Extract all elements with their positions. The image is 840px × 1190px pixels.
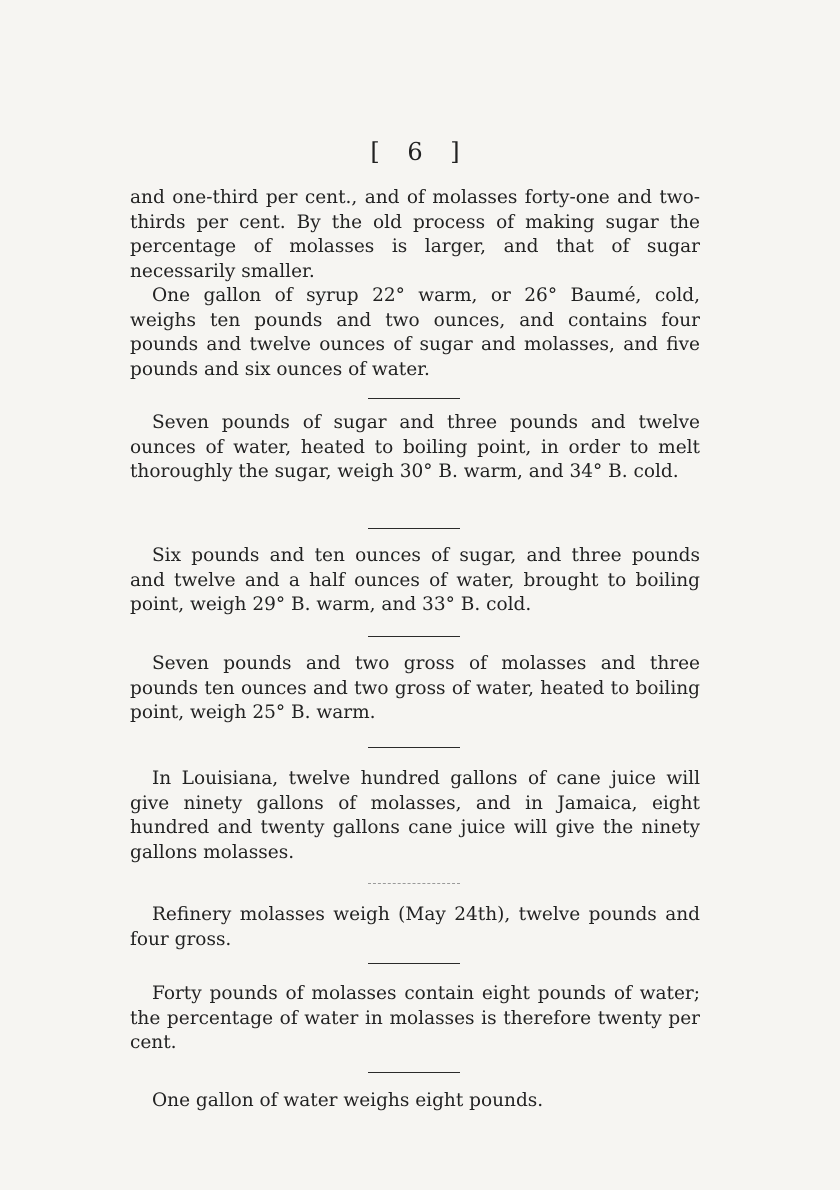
paragraph-six-pounds [130, 544, 700, 618]
page-number: [ 6 ] [370, 138, 470, 166]
paragraph-text: Forty pounds of molasses contain eight pounds of water; the percentage of water in molasses is therefore twenty per cent. [130, 983, 700, 1053]
paragraph-continuation [130, 186, 700, 284]
section-divider [368, 636, 460, 637]
paragraph-water-percentage [130, 982, 700, 1056]
paragraph-text: Seven pounds and two gross of molasses and three pounds ten ounces and two gross of water, heated to boiling point, weigh 25° B. warm. [130, 653, 700, 723]
section-divider [368, 398, 460, 399]
paragraph-text: In Louisiana, twelve hundred gallons of cane juice will give ninety gallons of molasses, and in Jamaica, eight hundred and twenty gallons cane juice will give the ninety gallons molasses. [130, 768, 700, 863]
paragraph-refinery-molasses [130, 903, 700, 952]
paragraph-text: One gallon of syrup 22° warm, or 26° Baumé, cold, weighs ten pounds and two ounces, and contains four pounds and twelve ounces of sugar and molasses, and five pounds and six ounces of water. [130, 285, 700, 380]
paragraph-text: Six pounds and ten ounces of sugar, and three pounds and twelve and a half ounces of water, brought to boiling point, weigh 29° B. warm, and 33° B. cold. [130, 545, 700, 615]
section-divider [368, 1072, 460, 1073]
paragraph-text: Seven pounds of sugar and three pounds and twelve ounces of water, heated to boiling point, in order to melt thoroughly the sugar, weigh 30° B. warm, and 34° B. cold. [130, 412, 700, 482]
paragraph-molasses-boiling [130, 652, 700, 726]
paragraph-text: One gallon of water weighs eight pounds. [152, 1090, 544, 1111]
paragraph-text: and one-third per cent., and of molasses forty-one and two-thirds per cent. By the old process of making sugar the percentage of molasses is larger, and that of sugar necessarily smaller. [130, 187, 700, 282]
section-divider [368, 883, 460, 884]
paragraph-sugar-boiling [130, 411, 700, 485]
paragraph-louisiana-jamaica [130, 767, 700, 865]
paragraph-syrup-weight [130, 284, 700, 382]
section-divider [368, 528, 460, 529]
section-divider [368, 963, 460, 964]
section-divider [368, 747, 460, 748]
paragraph-water-weight [130, 1089, 700, 1114]
paragraph-text: Refinery molasses weigh (May 24th), twelve pounds and four gross. [130, 904, 700, 950]
